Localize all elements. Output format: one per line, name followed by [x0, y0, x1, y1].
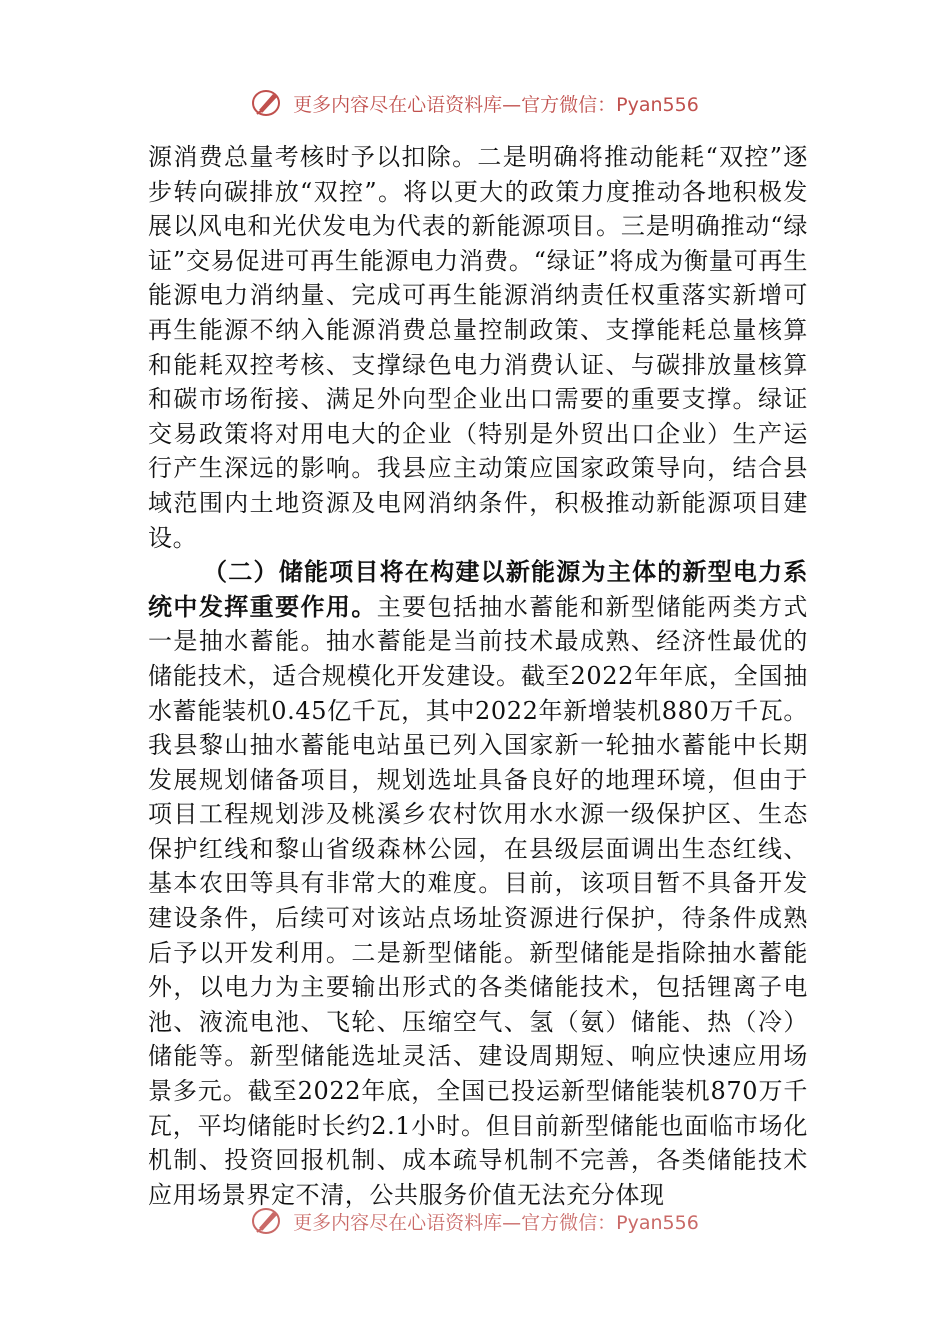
watermark-text: 更多内容尽在心语资料库—官方微信：Pyan556	[293, 1211, 699, 1234]
pen-nib-icon	[251, 1206, 285, 1236]
section-heading: （二）储能项目将在构建以新能源为主体的新型电力系统中发挥重要作用。	[148, 557, 808, 621]
paragraph-2	[148, 555, 808, 1212]
pen-nib-icon	[251, 88, 285, 118]
paragraph-2-text: 主要包括抽水蓄能和新型储能两类方式一是抽水蓄能。抽水蓄能是当前技术最成熟、经济性最优的储能技术，适合规模化开发建设。截至2022年年底，全国抽水蓄能装机0.45亿千瓦，其中2022年新增装机880万千瓦。我县黎山抽水蓄能电站虽已列入国家新一轮抽水蓄能中长期发展规划储备项目，规划选址具备良好的地理环境，但由于项目工程规划涉及桃溪乡农村饮用水水源一级保护区、生态保护红线和黎山省级森林公园，在县级层面调出生态红线、基本农田等具有非常大的难度。目前，该项目暂不具备开发建设条件，后续可对该站点场址资源进行保护，待条件成熟后予以开发利用。二是新型储能。新型储能是指除抽水蓄能外，以电力为主要输出形式的各类储能技术，包括锂离子电池、液流电池、飞轮、压缩空气、氢（氨）储能、热（冷）储能等。新型储能选址灵活、建设周期短、响应快速应用场景多元。截至2022年底，全国已投运新型储能装机870万千瓦，平均储能时长约2.1小时。但目前新型储能也面临市场化机制、投资回报机制、成本疏导机制不完善，各类储能技术应用场景界定不清，公共服务价值无法充分体现	[148, 592, 808, 1209]
watermark-footer	[0, 1204, 950, 1238]
watermark-header	[0, 86, 950, 120]
watermark-text: 更多内容尽在心语资料库—官方微信：Pyan556	[293, 93, 699, 116]
paragraph-1: 源消费总量考核时予以扣除。二是明确将推动能耗“双控”逐步转向碳排放“双控”。将以更大的政策力度推动各地积极发展以风电和光伏发电为代表的新能源项目。三是明确推动“绿证”交易促进可再生能源电力消费。“绿证”将成为衡量可再生能源电力消纳量、完成可再生能源消纳责任权重落实新增可再生能源不纳入能源消费总量控制政策、支撑能耗总量核算和能耗双控考核、支撑绿色电力消费认证、与碳排放量核算和碳市场衔接、满足外向型企业出口需要的重要支撑。绿证交易政策将对用电大的企业（特别是外贸出口企业）生产运行产生深远的影响。我县应主动策应国家政策导向，结合县域范围内土地资源及电网消纳条件，积极推动新能源项目建设。	[148, 143, 808, 552]
document-body	[148, 140, 808, 1212]
